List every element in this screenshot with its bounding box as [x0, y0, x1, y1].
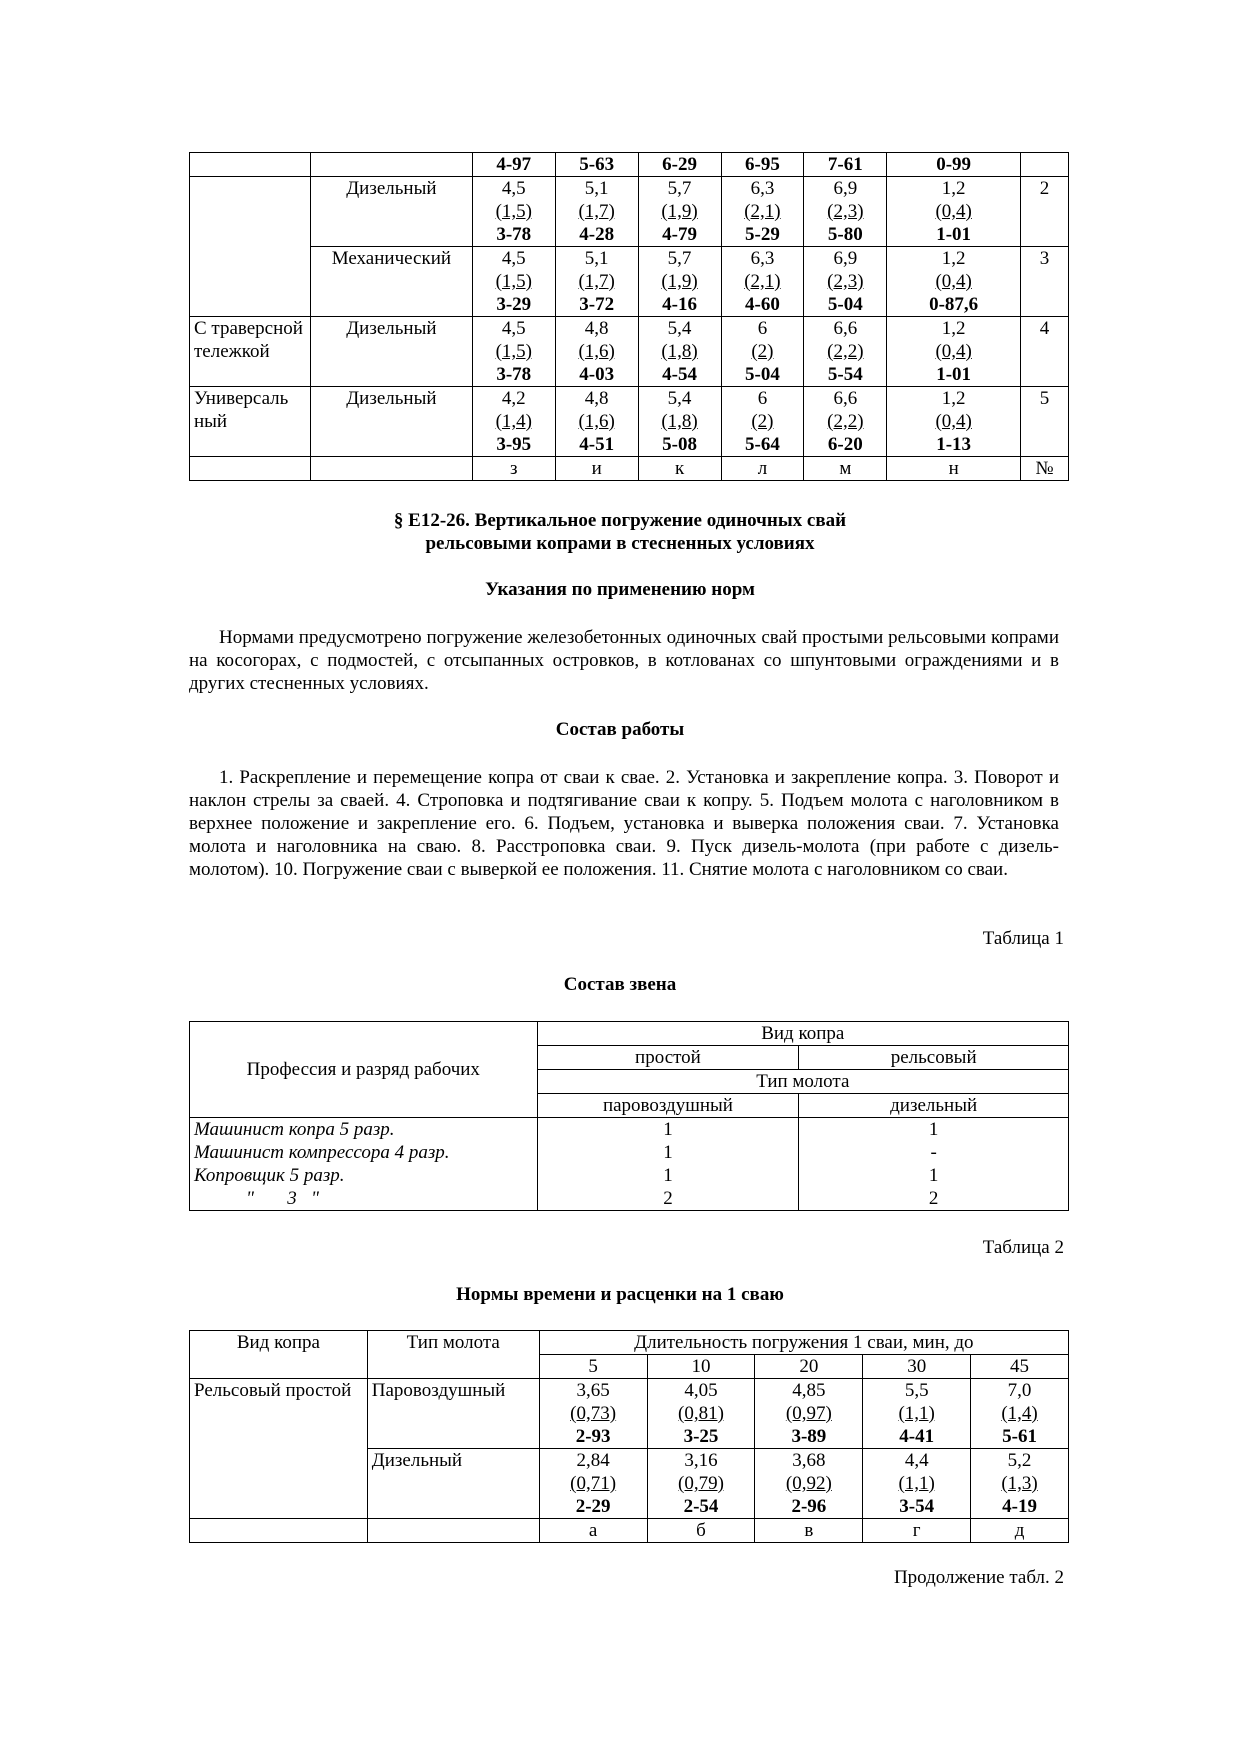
hammer-type: Дизельный: [310, 317, 472, 387]
column-letter: а: [539, 1519, 647, 1543]
column-letter: з: [472, 457, 555, 481]
hammer-type: Механический: [310, 247, 472, 317]
norm-cell: 4,8 (1,6) 4-03: [555, 317, 638, 387]
column-letter: к: [638, 457, 721, 481]
profession-name: Машинист копра 5 разр.: [194, 1119, 395, 1140]
count-value: 1: [928, 1165, 939, 1186]
top-table-header-row: [190, 153, 1069, 177]
hammer-header: Тип молота: [537, 1070, 1068, 1094]
work-heading: Состав работы: [555, 719, 685, 740]
table2-title: Нормы времени и расценки на 1 сваю: [456, 1284, 784, 1305]
column-letter: д: [971, 1519, 1069, 1543]
crew-table: [189, 1021, 1069, 1211]
instructions-paragraph: Нормами предусмотрено погружение железобетонных одиночных свай простыми рельсовыми копрами на косогорах, с подмостей, с отсыпанных островков, в котлованах со шпунтовыми ограждениями и в других стесненных условиях.: [189, 627, 1059, 694]
column-letter: и: [555, 457, 638, 481]
norm-cell: 6,6 (2,2) 6-20: [804, 387, 887, 457]
duration-value: 30: [863, 1355, 971, 1379]
column-letter: м: [804, 457, 887, 481]
header-code: 6-95: [721, 153, 804, 177]
norm-cell: 1,2 (0,4) 1-01: [887, 317, 1021, 387]
header-code: 6-29: [638, 153, 721, 177]
top-table-footer-row: [190, 457, 1069, 481]
norm-cell: 5,5 (1,1) 4-41: [863, 1379, 971, 1449]
count-value: 1: [663, 1165, 673, 1186]
table-footer-row: [190, 1519, 1069, 1543]
norm-cell: 5,7 (1,9) 4-16: [638, 247, 721, 317]
norm-cell: 2,84 (0,71) 2-29: [539, 1449, 647, 1519]
header-code: 5-63: [555, 153, 638, 177]
profession-header: Профессия и разряд рабочих: [190, 1022, 538, 1118]
profession-name: " 3 ": [246, 1188, 319, 1209]
norm-cell: 4,5 (1,5) 3-78: [472, 177, 555, 247]
table-row: [190, 387, 1069, 457]
norm-cell: 1,2 (0,4) 1-13: [887, 387, 1021, 457]
count-value: 1: [928, 1119, 939, 1140]
norm-cell: 4,85 (0,97) 3-89: [755, 1379, 863, 1449]
norm-cell: 6,3 (2,1) 5-29: [721, 177, 804, 247]
count-value: 1: [663, 1142, 673, 1163]
header-code: 0-99: [887, 153, 1021, 177]
norm-cell: 5,7 (1,9) 4-79: [638, 177, 721, 247]
kopr-header: Вид копра: [537, 1022, 1068, 1046]
norm-cell: 5,4 (1,8) 4-54: [638, 317, 721, 387]
continuation-label: Продолжение табл. 2: [893, 1567, 1064, 1588]
section-title: § Е12-26. Вертикальное погружение одиночных свай рельсовыми копрами в стесненных условиях: [393, 510, 847, 554]
norm-cell: 4,05 (0,81) 3-25: [647, 1379, 755, 1449]
hammer-type: Дизельный: [310, 177, 472, 247]
work-paragraph: 1. Раскрепление и перемещение копра от сваи к свае. 2. Установка и закрепление копра. 3. Поворот и наклон стрелы за сваей. 4. Строповка и подтягивание сваи к копру. 5. Подъем молота с наголовником в верхнее положение и закрепление его. 6. Подъем, установка и выверка положения сваи. 7. Установка молота и наголовника на сваю. 8. Расстроповка сваи. 9. Пуск дизель-молота (при работе с дизель-молотом). 10. Погружение сваи с выверкой ее положения. 11. Снятие молота с наголовником со сваи.: [189, 767, 1059, 880]
duration-value: 5: [539, 1355, 647, 1379]
norm-cell: 5,4 (1,8) 5-08: [638, 387, 721, 457]
rail-header: рельсовый: [799, 1046, 1069, 1070]
row-number: 5: [1021, 387, 1069, 457]
norms-table: [189, 1330, 1069, 1543]
top-table: [189, 152, 1069, 481]
column-letter: л: [721, 457, 804, 481]
group-cell: Универсаль ный: [190, 387, 311, 457]
norm-cell: 4,2 (1,4) 3-95: [472, 387, 555, 457]
hammer-header: Тип молота: [367, 1331, 539, 1379]
table-row: [190, 247, 1069, 317]
hammer-type: Дизельный: [310, 387, 472, 457]
norm-cell: 6,9 (2,3) 5-04: [804, 247, 887, 317]
norm-cell: 6,9 (2,3) 5-80: [804, 177, 887, 247]
profession-name: Копровщик 5 разр.: [194, 1165, 345, 1186]
column-letter: №: [1021, 457, 1069, 481]
norm-cell: 5,1 (1,7) 4-28: [555, 177, 638, 247]
count-value: 1: [663, 1119, 673, 1140]
norm-cell: 4,4 (1,1) 3-54: [863, 1449, 971, 1519]
norm-cell: 7,0 (1,4) 5-61: [971, 1379, 1069, 1449]
header-code: 7-61: [804, 153, 887, 177]
table1-title: Состав звена: [563, 974, 677, 995]
hammer-type: Паровоздушный: [367, 1379, 539, 1449]
column-letter: г: [863, 1519, 971, 1543]
simple-header: простой: [537, 1046, 799, 1070]
diesel-header: дизельный: [799, 1094, 1069, 1118]
row-number: 2: [1021, 177, 1069, 247]
instructions-heading: Указания по применению норм: [485, 579, 755, 600]
norm-cell: 4,5 (1,5) 3-29: [472, 247, 555, 317]
group-cell: С траверсной тележкой: [190, 317, 311, 387]
norm-cell: 4,5 (1,5) 3-78: [472, 317, 555, 387]
duration-value: 45: [971, 1355, 1069, 1379]
norm-cell: 6 (2) 5-04: [721, 317, 804, 387]
duration-header: Длительность погружения 1 сваи, мин, до: [539, 1331, 1068, 1355]
kopr-header: Вид копра: [190, 1331, 368, 1379]
norm-cell: 5,2 (1,3) 4-19: [971, 1449, 1069, 1519]
table-row: [190, 1118, 1069, 1211]
table-row: [190, 177, 1069, 247]
count-value: 2: [928, 1188, 939, 1209]
norm-cell: 6,3 (2,1) 4-60: [721, 247, 804, 317]
duration-value: 10: [647, 1355, 755, 1379]
row-number: 4: [1021, 317, 1069, 387]
count-value: -: [930, 1142, 937, 1163]
norm-cell: 5,1 (1,7) 3-72: [555, 247, 638, 317]
norm-cell: 6,6 (2,2) 5-54: [804, 317, 887, 387]
norm-cell: 3,68 (0,92) 2-96: [755, 1449, 863, 1519]
norm-cell: 4,8 (1,6) 4-51: [555, 387, 638, 457]
table1-label: Таблица 1: [982, 928, 1064, 949]
column-letter: б: [647, 1519, 755, 1543]
norm-cell: 6 (2) 5-64: [721, 387, 804, 457]
group-cell: [190, 177, 311, 317]
norm-cell: 1,2 (0,4) 1-01: [887, 177, 1021, 247]
steam-header: паровоздушный: [537, 1094, 799, 1118]
duration-value: 20: [755, 1355, 863, 1379]
norm-cell: 1,2 (0,4) 0-87,6: [887, 247, 1021, 317]
column-letter: в: [755, 1519, 863, 1543]
norm-cell: 3,16 (0,79) 2-54: [647, 1449, 755, 1519]
header-code: 4-97: [472, 153, 555, 177]
table2-label: Таблица 2: [982, 1237, 1064, 1258]
group-cell: Рельсовый простой: [190, 1379, 368, 1519]
profession-name: Машинист компрессора 4 разр.: [194, 1142, 450, 1163]
count-value: 2: [663, 1188, 673, 1209]
norm-cell: 3,65 (0,73) 2-93: [539, 1379, 647, 1449]
column-letter: н: [887, 457, 1021, 481]
row-number: 3: [1021, 247, 1069, 317]
hammer-type: Дизельный: [367, 1449, 539, 1519]
table-row: [190, 1379, 1069, 1449]
table-row: [190, 317, 1069, 387]
